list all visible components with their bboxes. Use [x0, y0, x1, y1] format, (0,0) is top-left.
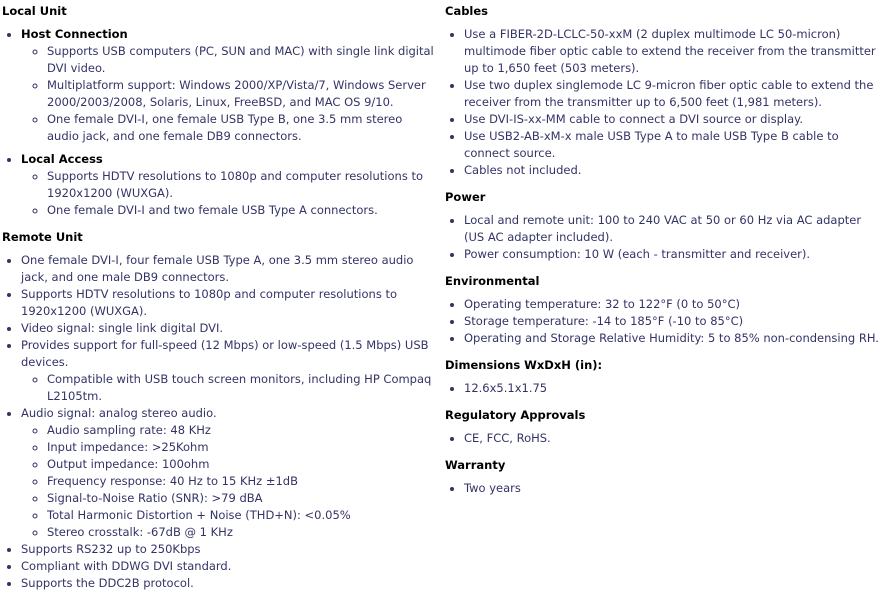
- list-item: [464, 26, 880, 77]
- list-item-text: Storage temperature: -14 to 185°F (-10 to 85°C): [464, 314, 744, 328]
- list-item-text: Power consumption: 10 W (each - transmitter and receiver).: [464, 247, 811, 261]
- list-item: [47, 490, 437, 507]
- list-item-text: Supports the DDC2B protocol.: [21, 576, 194, 590]
- list-item-text: Host Connection: [21, 27, 128, 41]
- list-item: [464, 162, 880, 179]
- list-item-text: Local Access: [21, 152, 103, 166]
- list-item: [47, 524, 437, 541]
- list-item: [464, 313, 880, 330]
- section-heading: Cables: [445, 4, 489, 18]
- list-item: [464, 77, 880, 111]
- bullet-list: [445, 296, 880, 347]
- bullet-list: [445, 380, 880, 397]
- list-item: [21, 320, 437, 337]
- list-item: [464, 430, 880, 447]
- list-item: [47, 456, 437, 473]
- list-item-text: Local and remote unit: 100 to 240 VAC at 50 or 60 Hz via AC adapter (US AC adapter included).: [464, 213, 862, 244]
- list-item: [464, 296, 880, 313]
- section-heading: Regulatory Approvals: [445, 408, 586, 422]
- list-item-text: Audio signal: analog stereo audio.: [21, 406, 217, 420]
- list-item-text: Compatible with USB touch screen monitors, including HP Compaq L2105tm.: [47, 372, 432, 403]
- list-item-text: Operating temperature: 32 to 122°F (0 to 50°C): [464, 297, 740, 311]
- list-item-text: Audio sampling rate: 48 KHz: [47, 423, 211, 437]
- list-item-text: Use two duplex singlemode LC 9-micron fiber optic cable to extend the receiver from the transmitter up to 6,500 feet (1,981 meters).: [464, 78, 874, 109]
- bullet-list: [2, 26, 437, 219]
- section: [445, 3, 880, 179]
- list-item: [47, 43, 437, 77]
- list-item: [21, 405, 437, 541]
- list-item-text: Supports USB computers (PC, SUN and MAC) with single link digital DVI video.: [47, 44, 434, 75]
- list-item: [47, 439, 437, 456]
- bullet-list: [2, 252, 437, 592]
- list-item-text: Output impedance: 100ohm: [47, 457, 210, 471]
- list-item-text: Operating and Storage Relative Humidity: 5 to 85% non-condensing RH.: [464, 331, 879, 345]
- section: [445, 189, 880, 263]
- section-heading: Remote Unit: [2, 230, 83, 244]
- list-item-text: Input impedance: >25Kohm: [47, 440, 209, 454]
- list-item: [464, 212, 880, 246]
- list-item: [21, 252, 437, 286]
- sub-bullet-list: [21, 371, 437, 405]
- section: [445, 457, 880, 497]
- list-item: [464, 111, 880, 128]
- list-item: [21, 286, 437, 320]
- list-item-text: Video signal: single link digital DVI.: [21, 321, 224, 335]
- list-item: [47, 422, 437, 439]
- sub-bullet-list: [21, 422, 437, 541]
- bullet-list: [445, 430, 880, 447]
- list-heading-item: [21, 151, 437, 219]
- list-item-text: CE, FCC, RoHS.: [464, 431, 551, 445]
- section-heading: Dimensions WxDxH (in):: [445, 358, 603, 372]
- list-item: [21, 575, 437, 592]
- list-item-text: Frequency response: 40 Hz to 15 KHz ±1dB: [47, 474, 298, 488]
- list-item: [21, 558, 437, 575]
- list-item-text: 12.6x5.1x1.75: [464, 381, 548, 395]
- list-item-text: Provides support for full-speed (12 Mbps) or low-speed (1.5 Mbps) USB devices.: [21, 338, 429, 369]
- list-item-text: Use DVI-IS-xx-MM cable to connect a DVI source or display.: [464, 112, 803, 126]
- section: [445, 273, 880, 347]
- list-heading-item: [21, 26, 437, 145]
- list-item-text: One female DVI-I, one female USB Type B, one 3.5 mm stereo audio jack, and one female DB9 connectors.: [47, 112, 403, 143]
- list-item-text: Supports HDTV resolutions to 1080p and computer resolutions to 1920x1200 (WUXGA).: [47, 169, 424, 200]
- list-item: [47, 168, 437, 202]
- list-item-text: One female DVI-I and two female USB Type A connectors.: [47, 203, 378, 217]
- left-column: [2, 3, 445, 590]
- list-item-text: Use a FIBER-2D-LCLC-50-xxM (2 duplex multimode LC 50-micron) multimode fiber optic cable to extend the receiver from the transmitter up to 1,650 feet (503 meters).: [464, 27, 876, 75]
- bullet-list: [445, 480, 880, 497]
- list-item-text: Use USB2-AB-xM-x male USB Type A to male USB Type B cable to connect source.: [464, 129, 839, 160]
- list-item-text: Compliant with DDWG DVI standard.: [21, 559, 232, 573]
- section-heading: Power: [445, 190, 486, 204]
- sub-bullet-list: [21, 43, 437, 145]
- section: [445, 407, 880, 447]
- list-item-text: Cables not included.: [464, 163, 582, 177]
- section: [2, 229, 437, 592]
- section: [2, 3, 437, 219]
- section-heading: Environmental: [445, 274, 540, 288]
- list-item: [464, 380, 880, 397]
- section: [445, 357, 880, 397]
- section-heading: Local Unit: [2, 4, 67, 18]
- list-item-text: Multiplatform support: Windows 2000/XP/Vista/7, Windows Server 2000/2003/2008, Solaris, Linux, FreeBSD, and MAC OS 9/10.: [47, 78, 426, 109]
- list-item: [47, 507, 437, 524]
- sub-bullet-list: [21, 168, 437, 219]
- list-item-text: Total Harmonic Distortion + Noise (THD+N): <0.05%: [47, 508, 351, 522]
- section-heading: Warranty: [445, 458, 506, 472]
- list-item: [47, 77, 437, 111]
- list-item: [464, 330, 880, 347]
- bullet-list: [445, 26, 880, 179]
- list-item-text: Stereo crosstalk: -67dB @ 1 KHz: [47, 525, 233, 539]
- list-item: [464, 128, 880, 162]
- list-item: [464, 246, 880, 263]
- list-item-text: Signal-to-Noise Ratio (SNR): >79 dBA: [47, 491, 263, 505]
- list-item: [464, 480, 880, 497]
- list-item: [21, 337, 437, 405]
- list-item-text: Supports RS232 up to 250Kbps: [21, 542, 201, 556]
- list-item: [47, 371, 437, 405]
- list-item: [47, 111, 437, 145]
- list-item: [21, 541, 437, 558]
- right-column: [445, 3, 888, 581]
- list-item: [47, 202, 437, 219]
- list-item-text: Supports HDTV resolutions to 1080p and computer resolutions to 1920x1200 (WUXGA).: [21, 287, 398, 318]
- list-item-text: Two years: [464, 481, 521, 495]
- bullet-list: [445, 212, 880, 263]
- list-item: [47, 473, 437, 490]
- list-item-text: One female DVI-I, four female USB Type A, one 3.5 mm stereo audio jack, and one male DB9 connectors.: [21, 253, 414, 284]
